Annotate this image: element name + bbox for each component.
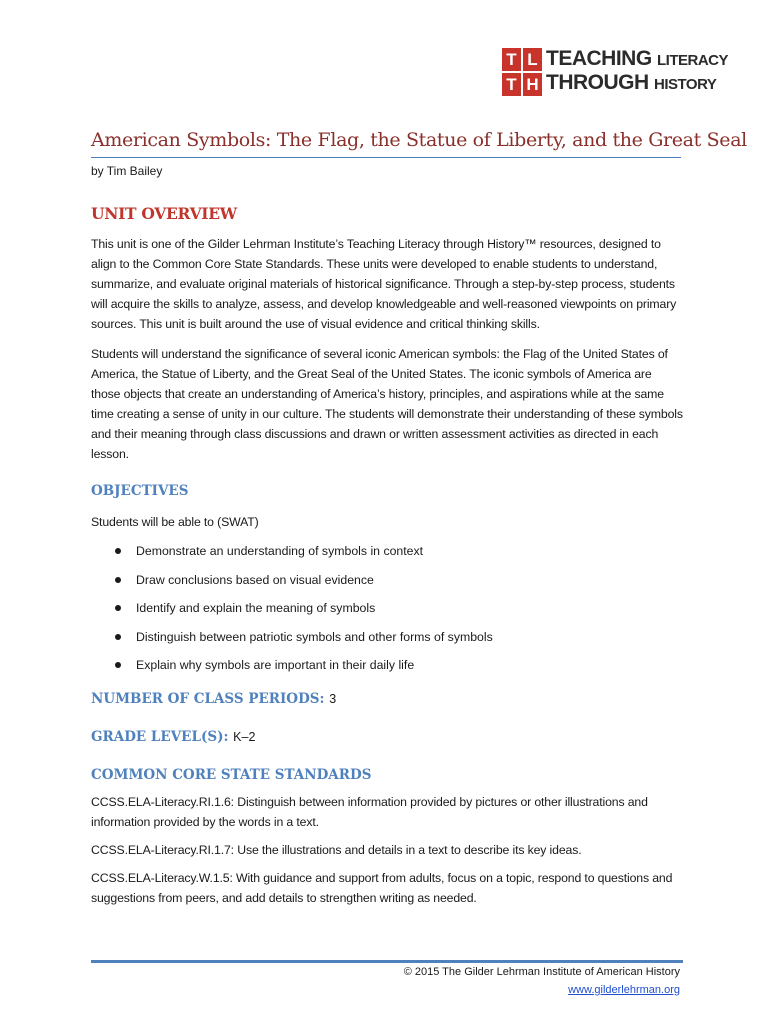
unit-overview-heading: UNIT OVERVIEW [91,204,237,223]
logo-letter: L [523,48,542,71]
standard-item: CCSS.ELA-Literacy.RI.1.7: Use the illustrations and details in a text to describe its key ideas. [91,842,582,857]
footer-divider [91,960,683,963]
objective-text: Identify and explain the meaning of symbols [136,601,376,616]
document-title: American Symbols: The Flag, the Statue of Liberty, and the Great Seal [91,127,681,158]
logo-word-teaching: TEACHING [546,47,652,70]
grade-level-heading [91,726,683,748]
list-item [91,655,683,684]
author-byline: by Tim Bailey [91,164,163,178]
class-periods-heading [91,688,683,710]
footer-website-link[interactable]: www.gilderlehrman.org [568,984,680,996]
logo-line-2 [546,71,716,97]
footer-copyright: © 2015 The Gilder Lehrman Institute of American History [403,966,680,978]
bullet-icon [115,548,121,554]
class-periods-value: 3 [329,691,337,706]
class-periods-label: NUMBER OF CLASS PERIODS: [91,690,325,707]
objective-text: Demonstrate an understanding of symbols in context [136,544,424,558]
bullet-icon [115,605,121,611]
bullet-icon [115,577,121,583]
bullet-icon [115,662,121,668]
grade-level-label: GRADE LEVEL(S): [91,728,229,745]
logo-word-through: THROUGH [546,71,649,94]
objective-text: Explain why symbols are important in their daily life [136,658,415,673]
objective-text: Distinguish between patriotic symbols and other forms of symbols [136,629,493,644]
overview-paragraph: This unit is one of the Gilder Lehrman Institute’s Teaching Literacy through History™ resources, designed to align to the Common Core State Standards. These units were developed to enable students to understand, summarize, and evaluate original materials of historical significance. Through a step-by-step process, students will acquire the skills to analyze, assess, and develop knowledgeable and well-reasoned viewpoints on primary sources. This unit is built around the use of visual evidence and critical thinking skills. [91,237,677,331]
logo-word-history: HISTORY [654,76,717,93]
logo-letter: T [502,48,521,71]
document-body [91,202,683,908]
standard-item: CCSS.ELA-Literacy.RI.1.6: Distinguish between information provided by pictures or other illustrations and information provided by the words in a text. [91,794,648,829]
logo-letter: H [523,73,542,96]
grade-level-value: K–2 [233,729,256,744]
logo-letter-grid [502,48,542,96]
logo-word-literacy: LITERACY [657,52,729,69]
list-item [91,598,683,627]
objective-text: Draw conclusions based on visual evidence [136,572,374,587]
list-item [91,541,683,570]
logo-letter: T [502,73,521,96]
tlth-logo [502,45,729,97]
overview-paragraph: Students will understand the significance of several iconic American symbols: the Flag of the United States of America, the Statue of Liberty, and the Great Seal of the United States. The iconic symbols of America are those objects that create an understanding of America’s history, principles, and aspirations while at the same time creating a sense of unity in our culture. The students will demonstrate their understanding of these symbols and their meaning through class discussions and drawn or written assessment activities as directed in each lesson. [91,347,683,461]
logo-line-1 [546,47,728,73]
objectives-heading: OBJECTIVES [91,483,189,499]
standards-heading: COMMON CORE STATE STANDARDS [91,766,372,783]
list-item [91,570,683,599]
objectives-intro: Students will be able to (SWAT) [91,515,259,529]
list-item [91,627,683,656]
bullet-icon [115,634,121,640]
standard-item: CCSS.ELA-Literacy.W.1.5: With guidance and support from adults, focus on a topic, respond to questions and suggestions from peers, and add details to strengthen writing as needed. [91,870,673,905]
objectives-list [91,541,683,684]
